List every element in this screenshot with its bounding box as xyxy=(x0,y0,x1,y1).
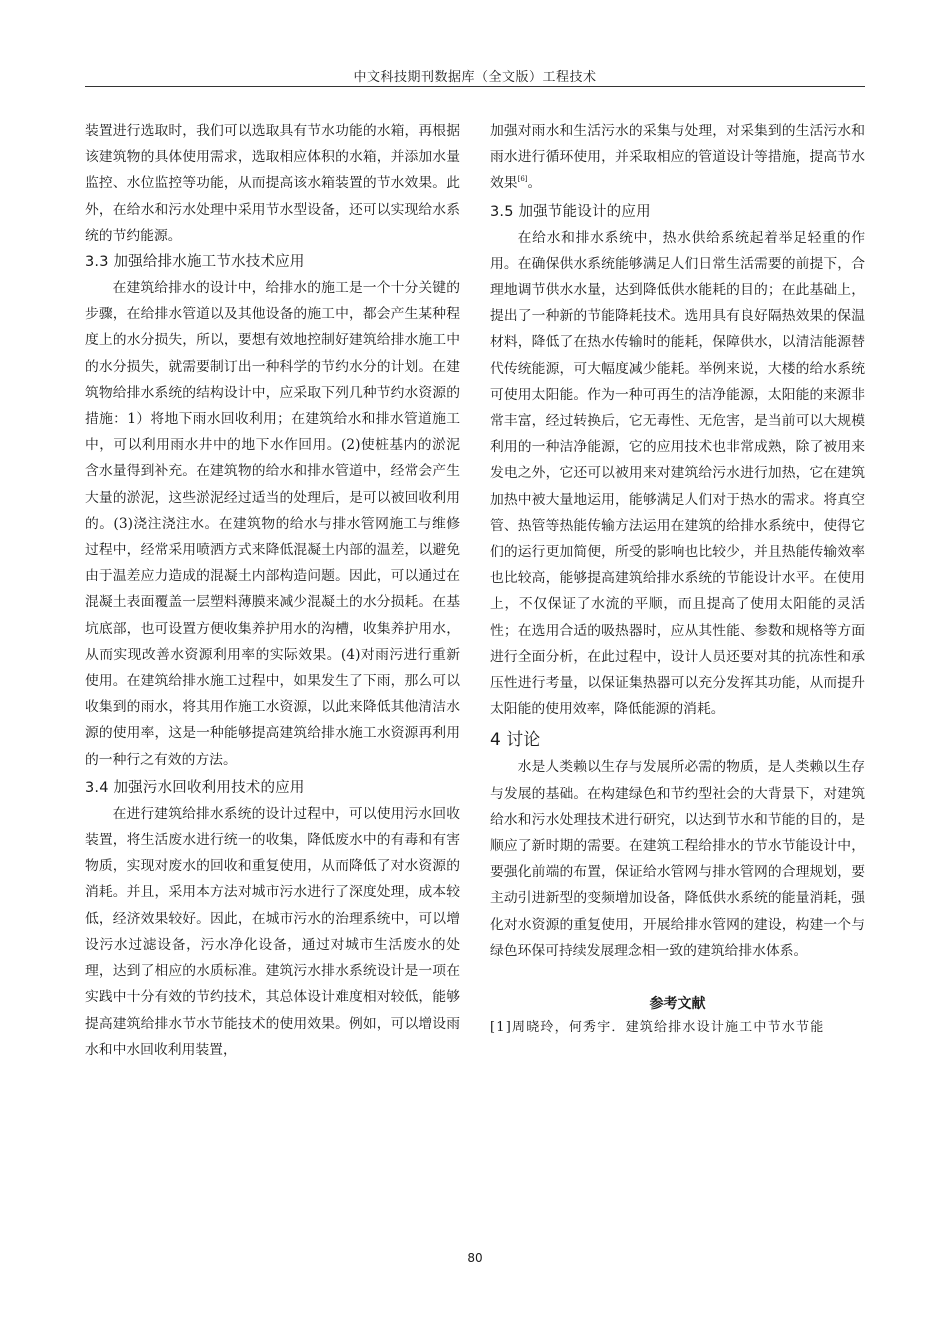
section-3-5-heading: 3.5 加强节能设计的应用 xyxy=(490,203,651,220)
header-divider xyxy=(85,86,865,87)
continued-text: 加强对雨水和生活污水的采集与处理，对采集到的生活污水和雨水进行循环使用，并采取相应的管道设计等措施，提高节水效果 xyxy=(490,123,865,192)
citation-marker: [6] xyxy=(517,175,528,184)
section-4-heading: 4 讨论 xyxy=(490,730,541,751)
section-3-4-heading: 3.4 加强污水回收利用技术的应用 xyxy=(85,779,305,796)
section-3-4-body: 在进行建筑给排水系统的设计过程中，可以使用污水回收装置，将生活废水进行统一的收集，降低废水中的有毒和有害物质，实现对废水的回收和重复使用，从而降低了对水资源的消耗。并且，采用本方法对城市污水进行了深度处理，成本较低，经济效果较好。因此，在城市污水的治理系统中，可以增设污水过滤设备，污水净化设备，通过对城市生活废水的处理，达到了相应的水质标准。建筑污水排水系统设计是一项在实践中十分有效的节约技术，其总体设计难度相对较低，能够提高建筑给排水节水节能技术的使用效果。例如，可以增设雨水和中水回收利用装置， xyxy=(85,805,460,1058)
left-column xyxy=(85,118,460,1063)
continued-text-end: 。 xyxy=(527,175,542,192)
section-4-body: 水是人类赖以生存与发展所必需的物质，是人类赖以生存与发展的基础。在构建绿色和节约型社会的大背景下，对建筑给水和污水处理技术进行研究，以达到节水和节能的目的，是顺应了新时期的需要。在建筑工程给排水的节水节能设计中，要强化前端的布置，保证给水管网与排水管网的合理规划，要主动引进新型的变频增加设备，降低供水系统的能量消耗，强化对水资源的重复使用，开展给排水管网的建设，构建一个与绿色环保可持续发展理念相一致的建筑给排水体系。 xyxy=(490,759,865,959)
page-number: 80 xyxy=(467,1251,483,1265)
running-header: 中文科技期刊数据库（全文版）工程技术 xyxy=(353,70,597,85)
continued-paragraph: 装置进行选取时，我们可以选取具有节水功能的水箱，再根据该建筑物的具体使用需求，选取相应体积的水箱，并添加水量监控、水位监控等功能，从而提高该水箱装置的节水效果。此外，在给水和污水处理中采用节水型设备，还可以实现给水系统的节约能源。 xyxy=(85,123,460,244)
section-3-5-body: 在给水和排水系统中，热水供给系统起着举足轻重的作用。在确保供水系统能够满足人们日常生活需要的前提下，合理地调节供水水量，达到降低供水能耗的目的；在此基础上，提出了一种新的节能降耗技术。选用具有良好隔热效果的保温材料，降低了在热水传输时的能耗，保障供水，以清洁能源替代传统能源，可大幅度减少能耗。举例来说，大楼的给水系统可使用太阳能。作为一种可再生的洁净能源，太阳能的来源非常丰富，经过转换后，它无毒性、无危害，是当前可以大规模利用的一种洁净能源，它的应用技术也非常成熟，除了被用来发电之外，它还可以被用来对建筑给污水进行加热，它在建筑加热中被大量地运用，能够满足人们对于热水的需求。将真空管、热管等热能传输方法运用在建筑的给排水系统中，使得它们的运行更加简便，所受的影响也比较少，并且热能传输效率也比较高，能够提高建筑给排水系统的节能设计水平。在使用上，不仅保证了水流的平顺，而且提高了使用太阳能的灵活性；在选用合适的吸热器时，应从其性能、参数和规格等方面进行全面分析，在此过程中，设计人员还要对其的抗冻性和承压性进行考量，以保证集热器可以充分发挥其功能，从而提升太阳能的使用效率，降低能源的消耗。 xyxy=(490,229,865,718)
section-3-3-body: 在建筑给排水的设计中，给排水的施工是一个十分关键的步骤，在给排水管道以及其他设备的施工中，都会产生某种程度上的水分损失，所以，要想有效地控制好建筑给排水施工中的水分损失，就需要制订出一种科学的节约水分的计划。在建筑物给排水系统的结构设计中，应采取下列几种节约水资源的措施：1）将地下雨水回收利用；在建筑给水和排水管道施工中，可以利用雨水井中的地下水作回用。(2)使桩基内的淤泥含水量得到补充。在建筑物的给水和排水管道中，经常会产生大量的淤泥，这些淤泥经过适当的处理后，是可以被回收利用的。(3)浇注浇注水。在建筑物的给水与排水管网施工与维修过程中，经常采用喷洒方式来降低混凝土内部的温差，以避免由于温差应力造成的混凝土内部构造问题。因此，可以通过在混凝土表面覆盖一层塑料薄膜来减少混凝土的水分损耗。在基坑底部，也可设置方便收集养护用水的沟槽，收集养护用水，从而实现改善水资源利用率的实际效果。(4)对雨污进行重新使用。在建筑给排水施工过程中，如果发生了下雨，那么可以收集到的雨水，将其用作施工水资源，以此来降低其他清洁水源的使用率，这是一种能够提高建筑给排水施工水资源再利用的一种行之有效的方法。 xyxy=(85,280,460,768)
continued-paragraph-right xyxy=(490,118,865,197)
right-column xyxy=(490,118,865,1040)
reference-item: [1]周晓玲，何秀宇．建筑给排水设计施工中节水节能 xyxy=(490,1020,825,1036)
references-heading: 参考文献 xyxy=(649,996,706,1013)
section-3-3-heading: 3.3 加强给排水施工节水技术应用 xyxy=(85,254,305,271)
